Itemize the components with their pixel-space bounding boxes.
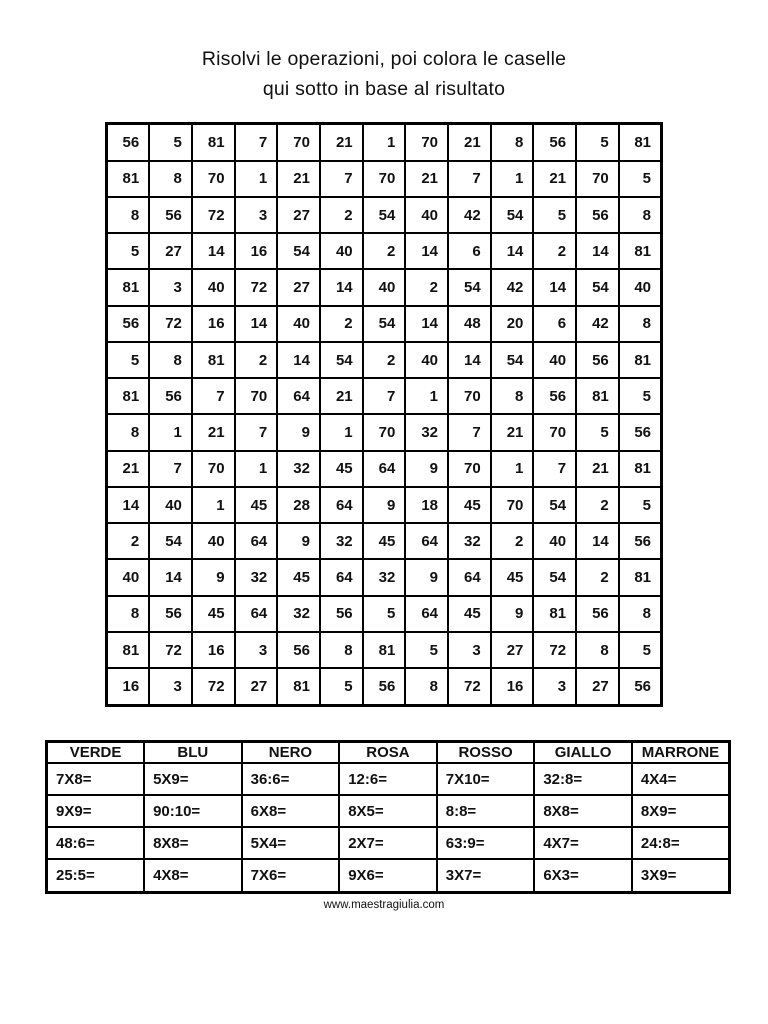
grid-cell: 14 xyxy=(320,269,363,305)
color-name-header: VERDE xyxy=(47,742,145,764)
grid-cell: 45 xyxy=(192,596,235,632)
grid-cell: 5 xyxy=(619,378,662,414)
grid-cell: 9 xyxy=(277,523,320,559)
operation-cell: 24:8= xyxy=(632,827,730,859)
grid-row xyxy=(107,378,662,414)
operation-cell: 12:6= xyxy=(339,763,437,795)
grid-cell: 2 xyxy=(320,197,363,233)
grid-cell: 5 xyxy=(619,487,662,523)
grid-row xyxy=(107,414,662,450)
grid-cell: 3 xyxy=(533,668,576,705)
grid-cell: 32 xyxy=(405,414,448,450)
grid-cell: 2 xyxy=(320,306,363,342)
color-name-header: ROSA xyxy=(339,742,437,764)
grid-cell: 1 xyxy=(363,124,406,161)
grid-cell: 5 xyxy=(533,197,576,233)
grid-cell: 7 xyxy=(533,451,576,487)
grid-row xyxy=(107,161,662,197)
operation-row xyxy=(47,795,730,827)
grid-row xyxy=(107,632,662,668)
grid-row xyxy=(107,668,662,705)
operation-cell: 9X9= xyxy=(47,795,145,827)
grid-cell: 5 xyxy=(576,124,619,161)
grid-cell: 81 xyxy=(107,161,150,197)
grid-cell: 32 xyxy=(277,596,320,632)
grid-cell: 72 xyxy=(192,668,235,705)
grid-cell: 1 xyxy=(235,451,278,487)
grid-cell: 56 xyxy=(533,124,576,161)
grid-row xyxy=(107,596,662,632)
grid-cell: 5 xyxy=(619,161,662,197)
grid-cell: 7 xyxy=(149,451,192,487)
operation-cell: 6X8= xyxy=(242,795,340,827)
grid-cell: 2 xyxy=(576,487,619,523)
grid-cell: 72 xyxy=(533,632,576,668)
grid-row xyxy=(107,559,662,595)
grid-cell: 14 xyxy=(533,269,576,305)
grid-cell: 81 xyxy=(277,668,320,705)
grid-cell: 1 xyxy=(192,487,235,523)
grid-cell: 3 xyxy=(149,269,192,305)
grid-cell: 81 xyxy=(107,632,150,668)
grid-cell: 70 xyxy=(192,161,235,197)
grid-cell: 40 xyxy=(277,306,320,342)
operation-cell: 9X6= xyxy=(339,859,437,892)
worksheet-title xyxy=(0,44,768,104)
grid-cell: 8 xyxy=(619,596,662,632)
grid-row xyxy=(107,233,662,269)
operation-cell: 36:6= xyxy=(242,763,340,795)
grid-cell: 7 xyxy=(235,124,278,161)
grid-cell: 2 xyxy=(107,523,150,559)
grid-cell: 32 xyxy=(363,559,406,595)
grid-cell: 81 xyxy=(192,124,235,161)
operation-cell: 4X4= xyxy=(632,763,730,795)
grid-cell: 2 xyxy=(405,269,448,305)
grid-cell: 6 xyxy=(533,306,576,342)
grid-cell: 14 xyxy=(235,306,278,342)
grid-cell: 56 xyxy=(107,306,150,342)
grid-cell: 64 xyxy=(448,559,491,595)
grid-cell: 64 xyxy=(235,596,278,632)
grid-cell: 45 xyxy=(320,451,363,487)
grid-cell: 56 xyxy=(576,342,619,378)
grid-cell: 40 xyxy=(320,233,363,269)
operation-cell: 7X10= xyxy=(437,763,535,795)
grid-cell: 2 xyxy=(533,233,576,269)
grid-cell: 21 xyxy=(533,161,576,197)
grid-cell: 8 xyxy=(491,378,534,414)
grid-cell: 20 xyxy=(491,306,534,342)
grid-cell: 2 xyxy=(576,559,619,595)
title-line-2: qui sotto in base al risultato xyxy=(262,78,506,100)
color-name-header: MARRONE xyxy=(632,742,730,764)
grid-cell: 9 xyxy=(405,559,448,595)
color-header-row xyxy=(47,742,730,764)
grid-cell: 72 xyxy=(235,269,278,305)
grid-cell: 7 xyxy=(192,378,235,414)
grid-cell: 56 xyxy=(619,523,662,559)
grid-row xyxy=(107,124,662,161)
grid-cell: 32 xyxy=(235,559,278,595)
grid-cell: 54 xyxy=(277,233,320,269)
grid-cell: 81 xyxy=(619,451,662,487)
grid-cell: 8 xyxy=(320,632,363,668)
grid-cell: 27 xyxy=(149,233,192,269)
grid-cell: 40 xyxy=(533,523,576,559)
grid-cell: 9 xyxy=(277,414,320,450)
grid-cell: 7 xyxy=(363,378,406,414)
grid-cell: 8 xyxy=(107,596,150,632)
grid-row xyxy=(107,306,662,342)
grid-cell: 70 xyxy=(491,487,534,523)
grid-cell: 27 xyxy=(235,668,278,705)
grid-cell: 27 xyxy=(277,269,320,305)
grid-cell: 16 xyxy=(107,668,150,705)
grid-cell: 56 xyxy=(149,197,192,233)
grid-cell: 40 xyxy=(363,269,406,305)
grid-cell: 14 xyxy=(405,233,448,269)
grid-cell: 70 xyxy=(363,414,406,450)
grid-cell: 42 xyxy=(448,197,491,233)
grid-cell: 16 xyxy=(491,668,534,705)
grid-cell: 56 xyxy=(533,378,576,414)
grid-cell: 27 xyxy=(576,668,619,705)
grid-cell: 70 xyxy=(576,161,619,197)
grid-cell: 5 xyxy=(320,668,363,705)
grid-cell: 81 xyxy=(107,378,150,414)
operation-row xyxy=(47,827,730,859)
grid-cell: 21 xyxy=(576,451,619,487)
grid-cell: 9 xyxy=(405,451,448,487)
grid-cell: 54 xyxy=(491,197,534,233)
grid-cell: 7 xyxy=(320,161,363,197)
grid-cell: 54 xyxy=(491,342,534,378)
grid-cell: 2 xyxy=(363,233,406,269)
grid-cell: 5 xyxy=(405,632,448,668)
grid-cell: 45 xyxy=(491,559,534,595)
grid-cell: 9 xyxy=(491,596,534,632)
grid-cell: 21 xyxy=(405,161,448,197)
operation-cell: 48:6= xyxy=(47,827,145,859)
grid-cell: 8 xyxy=(107,414,150,450)
grid-cell: 56 xyxy=(149,378,192,414)
grid-cell: 16 xyxy=(235,233,278,269)
operation-cell: 5X9= xyxy=(144,763,242,795)
grid-cell: 16 xyxy=(192,632,235,668)
grid-cell: 64 xyxy=(235,523,278,559)
grid-cell: 40 xyxy=(405,197,448,233)
grid-cell: 72 xyxy=(149,632,192,668)
grid-cell: 14 xyxy=(107,487,150,523)
grid-cell: 45 xyxy=(363,523,406,559)
grid-cell: 81 xyxy=(363,632,406,668)
grid-cell: 40 xyxy=(107,559,150,595)
grid-cell: 9 xyxy=(363,487,406,523)
grid-cell: 81 xyxy=(619,233,662,269)
operation-cell: 7X8= xyxy=(47,763,145,795)
grid-cell: 5 xyxy=(149,124,192,161)
operation-cell: 8X5= xyxy=(339,795,437,827)
grid-cell: 14 xyxy=(149,559,192,595)
grid-row xyxy=(107,197,662,233)
grid-cell: 70 xyxy=(277,124,320,161)
grid-cell: 54 xyxy=(576,269,619,305)
grid-cell: 64 xyxy=(277,378,320,414)
operation-cell: 4X7= xyxy=(534,827,632,859)
grid-cell: 81 xyxy=(619,124,662,161)
grid-cell: 1 xyxy=(405,378,448,414)
grid-cell: 5 xyxy=(619,632,662,668)
grid-cell: 81 xyxy=(576,378,619,414)
grid-cell: 56 xyxy=(277,632,320,668)
grid-cell: 56 xyxy=(619,668,662,705)
grid-cell: 7 xyxy=(448,161,491,197)
grid-cell: 8 xyxy=(619,197,662,233)
grid-row xyxy=(107,269,662,305)
color-table-body xyxy=(47,763,730,893)
grid-cell: 8 xyxy=(619,306,662,342)
grid-cell: 70 xyxy=(363,161,406,197)
operation-cell: 3X9= xyxy=(632,859,730,892)
grid-row xyxy=(107,487,662,523)
grid-row xyxy=(107,523,662,559)
grid-cell: 56 xyxy=(149,596,192,632)
grid-cell: 42 xyxy=(576,306,619,342)
grid-cell: 14 xyxy=(405,306,448,342)
operation-cell: 8:8= xyxy=(437,795,535,827)
grid-cell: 6 xyxy=(448,233,491,269)
grid-cell: 54 xyxy=(533,487,576,523)
grid-cell: 72 xyxy=(448,668,491,705)
grid-cell: 14 xyxy=(576,233,619,269)
grid-cell: 14 xyxy=(491,233,534,269)
grid-cell: 28 xyxy=(277,487,320,523)
operation-cell: 8X8= xyxy=(144,827,242,859)
operation-row xyxy=(47,859,730,892)
grid-cell: 2 xyxy=(491,523,534,559)
grid-cell: 1 xyxy=(491,451,534,487)
grid-cell: 32 xyxy=(277,451,320,487)
operation-cell: 2X7= xyxy=(339,827,437,859)
grid-cell: 56 xyxy=(576,596,619,632)
grid-cell: 21 xyxy=(320,124,363,161)
grid-cell: 8 xyxy=(405,668,448,705)
grid-cell: 3 xyxy=(235,197,278,233)
grid-cell: 14 xyxy=(192,233,235,269)
grid-cell: 40 xyxy=(619,269,662,305)
grid-cell: 42 xyxy=(491,269,534,305)
grid-cell: 64 xyxy=(405,596,448,632)
grid-cell: 56 xyxy=(320,596,363,632)
grid-cell: 81 xyxy=(533,596,576,632)
grid-cell: 64 xyxy=(363,451,406,487)
operation-row xyxy=(47,763,730,795)
grid-cell: 81 xyxy=(192,342,235,378)
grid-cell: 70 xyxy=(448,451,491,487)
color-name-header: ROSSO xyxy=(437,742,535,764)
grid-cell: 54 xyxy=(448,269,491,305)
grid-cell: 81 xyxy=(619,559,662,595)
grid-cell: 70 xyxy=(405,124,448,161)
grid-cell: 14 xyxy=(277,342,320,378)
grid-cell: 72 xyxy=(192,197,235,233)
grid-cell: 32 xyxy=(320,523,363,559)
grid-cell: 70 xyxy=(192,451,235,487)
grid-cell: 54 xyxy=(149,523,192,559)
grid-cell: 54 xyxy=(363,306,406,342)
grid-cell: 3 xyxy=(448,632,491,668)
number-grid xyxy=(105,122,663,707)
color-operations-table xyxy=(45,740,731,894)
grid-cell: 40 xyxy=(533,342,576,378)
title-line-1: Risolvi le operazioni, poi colora le caselle xyxy=(201,48,567,70)
grid-cell: 81 xyxy=(107,269,150,305)
grid-cell: 56 xyxy=(576,197,619,233)
operation-cell: 8X9= xyxy=(632,795,730,827)
grid-cell: 1 xyxy=(149,414,192,450)
operation-cell: 6X3= xyxy=(534,859,632,892)
number-grid-body xyxy=(107,124,662,706)
operation-cell: 5X4= xyxy=(242,827,340,859)
grid-cell: 5 xyxy=(107,342,150,378)
grid-cell: 70 xyxy=(448,378,491,414)
grid-cell: 32 xyxy=(448,523,491,559)
grid-cell: 1 xyxy=(235,161,278,197)
operation-cell: 90:10= xyxy=(144,795,242,827)
grid-cell: 21 xyxy=(320,378,363,414)
grid-cell: 8 xyxy=(149,342,192,378)
grid-cell: 5 xyxy=(576,414,619,450)
grid-cell: 2 xyxy=(363,342,406,378)
grid-row xyxy=(107,342,662,378)
grid-cell: 8 xyxy=(576,632,619,668)
grid-cell: 45 xyxy=(235,487,278,523)
grid-cell: 3 xyxy=(149,668,192,705)
grid-cell: 1 xyxy=(320,414,363,450)
grid-cell: 8 xyxy=(107,197,150,233)
footer-url: www.maestragiulia.com xyxy=(323,899,445,911)
grid-cell: 21 xyxy=(107,451,150,487)
grid-cell: 70 xyxy=(235,378,278,414)
grid-cell: 1 xyxy=(491,161,534,197)
grid-cell: 8 xyxy=(149,161,192,197)
grid-cell: 27 xyxy=(491,632,534,668)
grid-cell: 64 xyxy=(320,487,363,523)
grid-cell: 45 xyxy=(277,559,320,595)
grid-cell: 14 xyxy=(448,342,491,378)
grid-cell: 5 xyxy=(363,596,406,632)
grid-cell: 21 xyxy=(277,161,320,197)
grid-cell: 3 xyxy=(235,632,278,668)
operation-cell: 63:9= xyxy=(437,827,535,859)
operation-cell: 7X6= xyxy=(242,859,340,892)
grid-cell: 21 xyxy=(448,124,491,161)
grid-cell: 5 xyxy=(107,233,150,269)
operation-cell: 3X7= xyxy=(437,859,535,892)
grid-cell: 40 xyxy=(149,487,192,523)
grid-cell: 70 xyxy=(533,414,576,450)
operation-cell: 4X8= xyxy=(144,859,242,892)
grid-cell: 54 xyxy=(320,342,363,378)
grid-cell: 18 xyxy=(405,487,448,523)
grid-cell: 48 xyxy=(448,306,491,342)
grid-row xyxy=(107,451,662,487)
grid-cell: 27 xyxy=(277,197,320,233)
grid-cell: 64 xyxy=(320,559,363,595)
grid-cell: 21 xyxy=(192,414,235,450)
operation-cell: 8X8= xyxy=(534,795,632,827)
grid-cell: 40 xyxy=(192,523,235,559)
grid-cell: 16 xyxy=(192,306,235,342)
grid-cell: 7 xyxy=(448,414,491,450)
grid-cell: 54 xyxy=(363,197,406,233)
operation-cell: 32:8= xyxy=(534,763,632,795)
grid-cell: 56 xyxy=(619,414,662,450)
grid-cell: 56 xyxy=(107,124,150,161)
grid-cell: 40 xyxy=(192,269,235,305)
grid-cell: 45 xyxy=(448,487,491,523)
grid-cell: 54 xyxy=(533,559,576,595)
grid-cell: 2 xyxy=(235,342,278,378)
grid-cell: 14 xyxy=(576,523,619,559)
grid-cell: 72 xyxy=(149,306,192,342)
grid-cell: 45 xyxy=(448,596,491,632)
grid-cell: 7 xyxy=(235,414,278,450)
grid-cell: 40 xyxy=(405,342,448,378)
grid-cell: 81 xyxy=(619,342,662,378)
grid-cell: 64 xyxy=(405,523,448,559)
color-name-header: NERO xyxy=(242,742,340,764)
color-name-header: BLU xyxy=(144,742,242,764)
grid-cell: 8 xyxy=(491,124,534,161)
color-name-header: GIALLO xyxy=(534,742,632,764)
operation-cell: 25:5= xyxy=(47,859,145,892)
grid-cell: 21 xyxy=(491,414,534,450)
grid-cell: 56 xyxy=(363,668,406,705)
grid-cell: 9 xyxy=(192,559,235,595)
